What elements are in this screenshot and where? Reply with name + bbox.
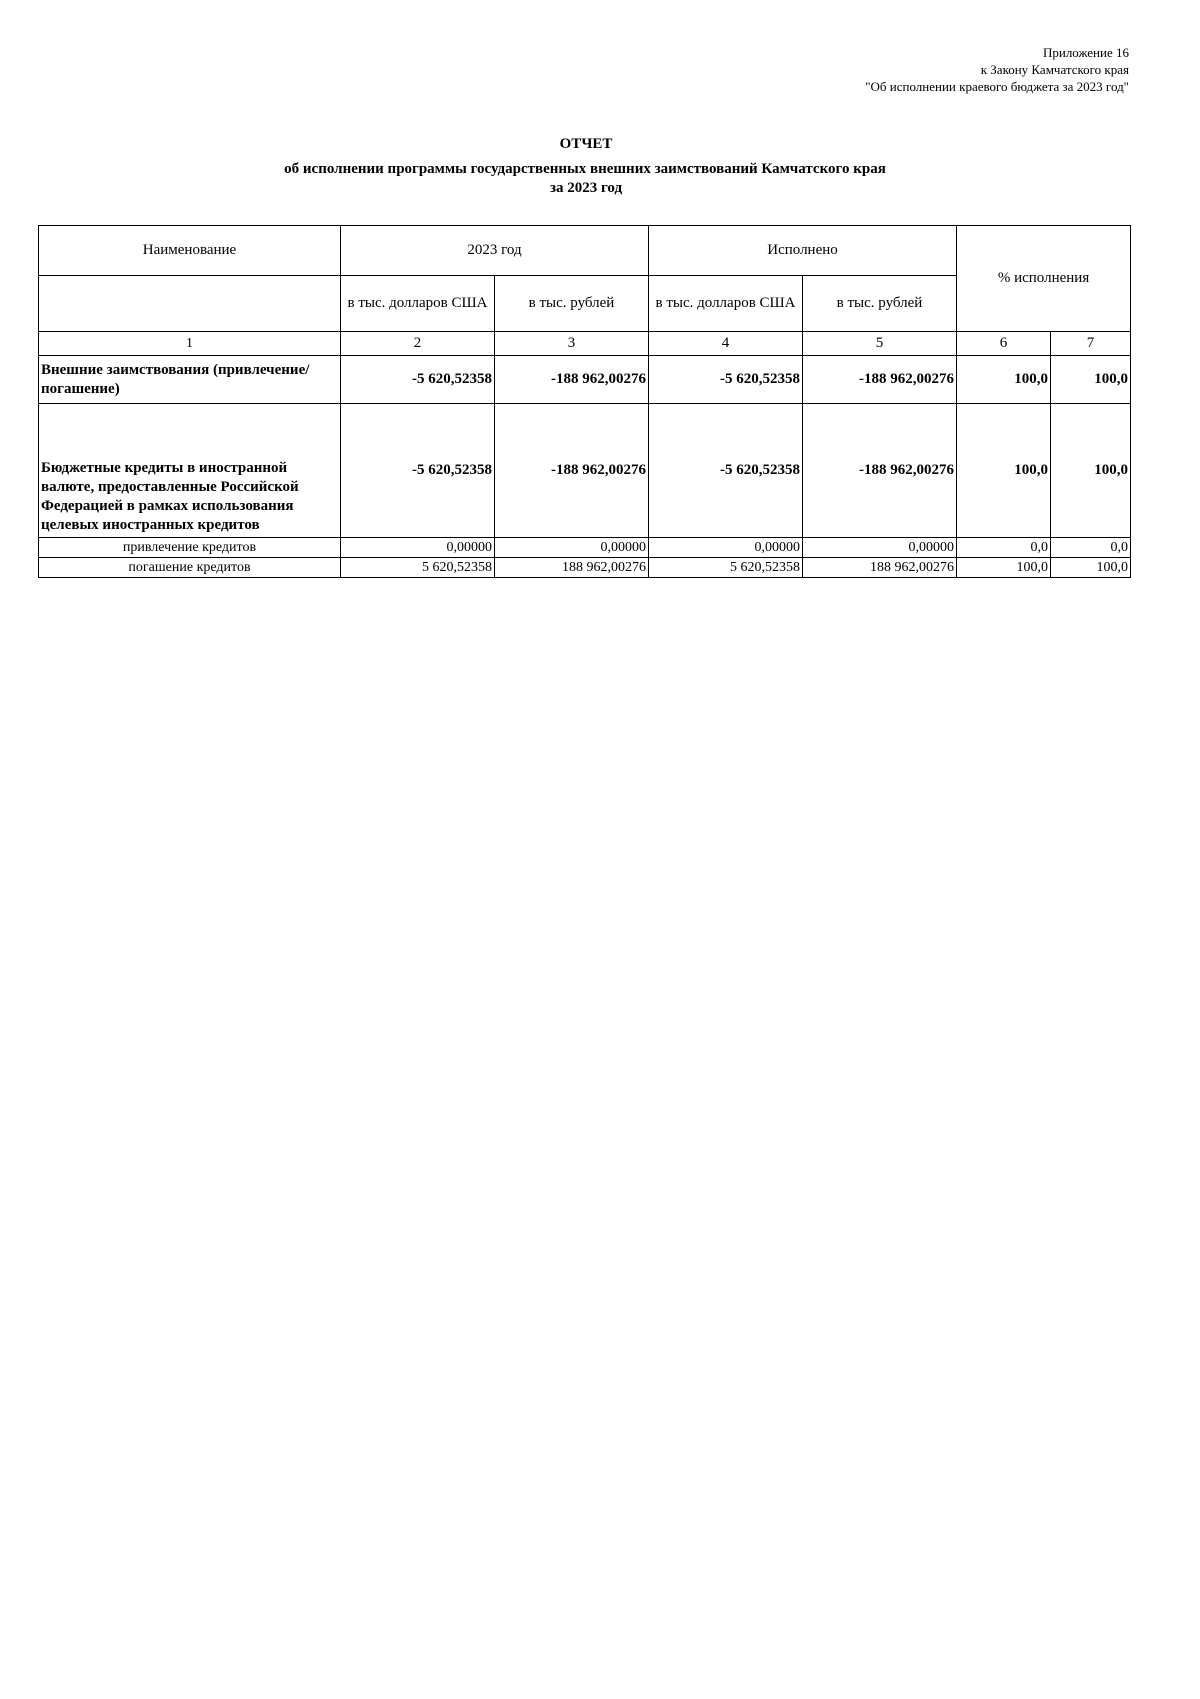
appendix-line-1: Приложение 16	[1042, 45, 1129, 60]
header-name: Наименование	[39, 226, 341, 276]
cell-value: 100,0	[957, 404, 1051, 538]
cell-value: -5 620,52358	[341, 404, 495, 538]
cell-value: 100,0	[1051, 404, 1131, 538]
cell-value: 0,00000	[341, 538, 495, 558]
cell-value: 0,00000	[803, 538, 957, 558]
cell-value: -188 962,00276	[803, 404, 957, 538]
header-percent: % исполнения	[957, 226, 1131, 332]
cell-value: -5 620,52358	[341, 356, 495, 404]
cell-value: 0,0	[957, 538, 1051, 558]
table-row	[39, 404, 1131, 538]
cell-value: 188 962,00276	[803, 558, 957, 578]
cell-value: 5 620,52358	[341, 558, 495, 578]
col-number: 7	[1051, 332, 1131, 356]
col-number: 2	[341, 332, 495, 356]
header-usd-plan: в тыс. долларов США	[341, 276, 495, 332]
cell-value: 100,0	[957, 356, 1051, 404]
cell-value: -188 962,00276	[495, 404, 649, 538]
header-name-blank	[39, 276, 341, 332]
title-line-2: об исполнении программы государственных внешних заимствований Камчатского края	[284, 161, 886, 177]
cell-value: 0,00000	[495, 538, 649, 558]
col-number: 4	[649, 332, 803, 356]
cell-value: 0,0	[1051, 538, 1131, 558]
cell-value: -5 620,52358	[649, 404, 803, 538]
cell-value: 100,0	[1051, 356, 1131, 404]
row-name: привлечение кредитов	[39, 538, 341, 558]
col-number: 6	[957, 332, 1051, 356]
header-rub-plan: в тыс. рублей	[495, 276, 649, 332]
appendix-line-2: к Закону Камчатского края	[980, 62, 1129, 77]
cell-value: 100,0	[957, 558, 1051, 578]
row-name: погашение кредитов	[39, 558, 341, 578]
col-number: 1	[39, 332, 341, 356]
col-number: 5	[803, 332, 957, 356]
title-line-3: за 2023 год	[549, 180, 623, 196]
cell-value: -188 962,00276	[495, 356, 649, 404]
cell-value: 5 620,52358	[649, 558, 803, 578]
table-row	[39, 558, 1131, 578]
header-year: 2023 год	[341, 226, 649, 276]
table-row	[39, 356, 1131, 404]
header-usd-exec: в тыс. долларов США	[649, 276, 803, 332]
cell-value: -5 620,52358	[649, 356, 803, 404]
header-executed: Исполнено	[649, 226, 957, 276]
cell-value: 0,00000	[649, 538, 803, 558]
report-table	[38, 225, 1131, 578]
col-number: 3	[495, 332, 649, 356]
column-number-row	[39, 332, 1131, 356]
cell-value: -188 962,00276	[803, 356, 957, 404]
table-row	[39, 538, 1131, 558]
appendix-header	[865, 44, 1129, 95]
title-line-1: ОТЧЕТ	[559, 136, 613, 152]
appendix-line-3: "Об исполнении краевого бюджета за 2023 год"	[865, 79, 1129, 94]
row-name: Внешние заимствования (привлечение/погашение)	[39, 356, 341, 404]
cell-value: 188 962,00276	[495, 558, 649, 578]
header-rub-exec: в тыс. рублей	[803, 276, 957, 332]
row-name: Бюджетные кредиты в иностранной валюте, предоставленные Российской Федерацией в рамках использования целевых иностранных кредитов	[39, 404, 341, 538]
cell-value: 100,0	[1051, 558, 1131, 578]
